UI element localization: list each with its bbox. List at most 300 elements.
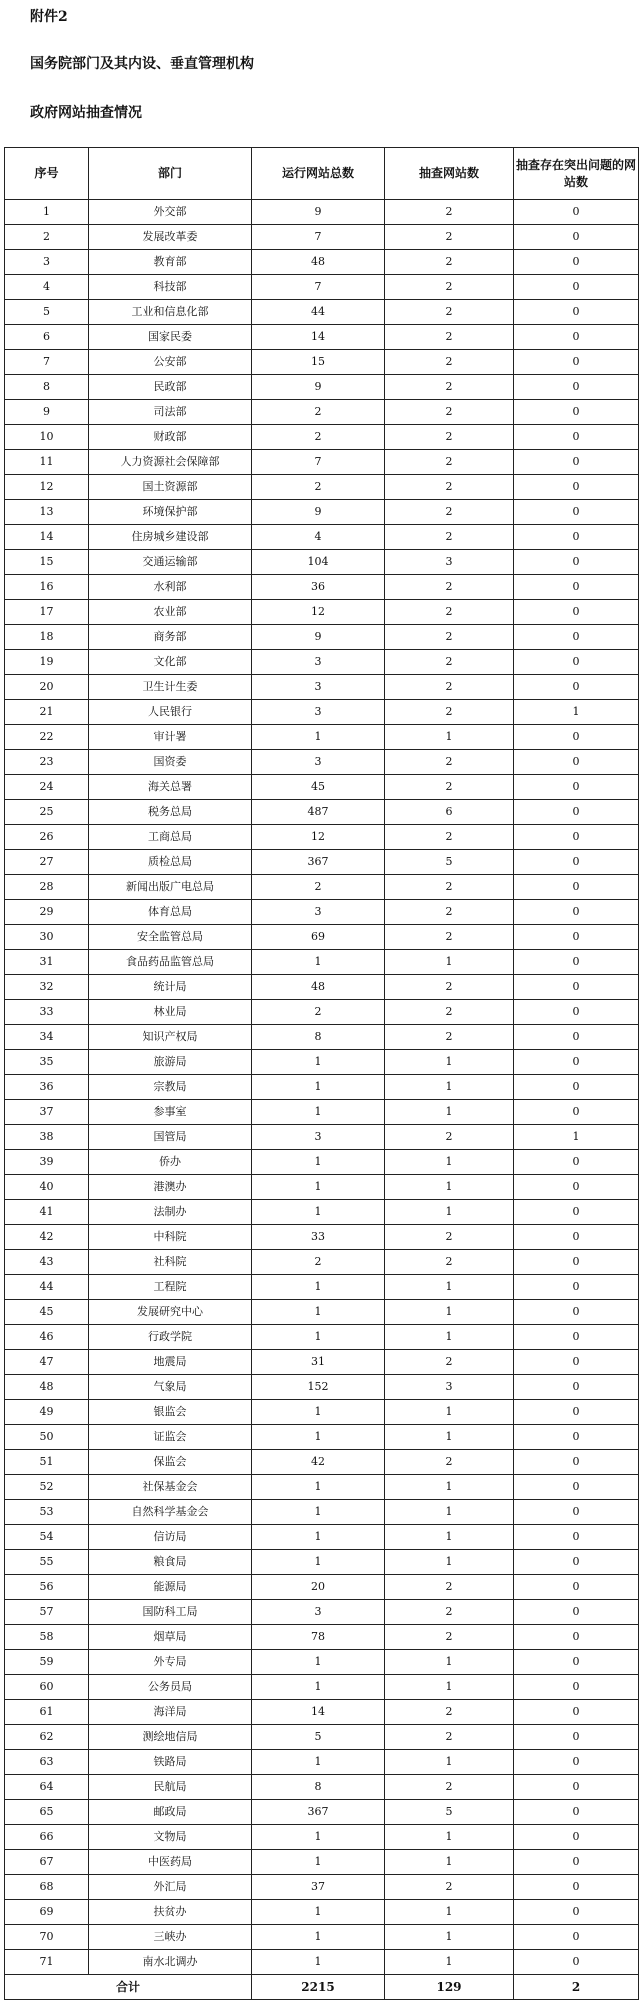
cell-index: 34 [5, 1025, 89, 1050]
cell-department: 能源局 [89, 1575, 252, 1600]
cell-checked-sites: 2 [385, 625, 514, 650]
cell-problem-sites: 0 [514, 1700, 639, 1725]
table-row [5, 1175, 639, 1200]
cell-department: 法制办 [89, 1200, 252, 1225]
table-row [5, 1925, 639, 1950]
cell-checked-sites: 2 [385, 700, 514, 725]
table-row [5, 1575, 639, 1600]
table-row [5, 1525, 639, 1550]
cell-total-sites: 1 [252, 1175, 385, 1200]
cell-department: 粮食局 [89, 1550, 252, 1575]
cell-department: 外汇局 [89, 1875, 252, 1900]
cell-department: 卫生计生委 [89, 675, 252, 700]
table-row [5, 800, 639, 825]
cell-checked-sites: 6 [385, 800, 514, 825]
cell-total-sites: 1 [252, 1425, 385, 1450]
cell-department: 科技部 [89, 275, 252, 300]
cell-checked-sites: 2 [385, 1225, 514, 1250]
cell-problem-sites: 0 [514, 1100, 639, 1125]
cell-total-sites: 487 [252, 800, 385, 825]
cell-checked-sites: 1 [385, 1050, 514, 1075]
cell-checked-sites: 2 [385, 500, 514, 525]
cell-problem-sites: 0 [514, 1600, 639, 1625]
cell-index: 37 [5, 1100, 89, 1125]
total-problems: 2 [514, 1975, 639, 2000]
cell-department: 民政部 [89, 375, 252, 400]
cell-problem-sites: 0 [514, 1650, 639, 1675]
cell-department: 税务总局 [89, 800, 252, 825]
cell-total-sites: 1 [252, 1500, 385, 1525]
cell-index: 4 [5, 275, 89, 300]
cell-checked-sites: 1 [385, 1650, 514, 1675]
cell-index: 1 [5, 200, 89, 225]
table-row [5, 1400, 639, 1425]
cell-index: 49 [5, 1400, 89, 1425]
cell-department: 工程院 [89, 1275, 252, 1300]
cell-total-sites: 1 [252, 1750, 385, 1775]
table-row [5, 1550, 639, 1575]
cell-total-sites: 1 [252, 1925, 385, 1950]
cell-total-sites: 3 [252, 1125, 385, 1150]
cell-index: 51 [5, 1450, 89, 1475]
cell-index: 19 [5, 650, 89, 675]
table-footer [5, 1975, 639, 2000]
cell-problem-sites: 0 [514, 950, 639, 975]
cell-department: 安全监管总局 [89, 925, 252, 950]
cell-index: 69 [5, 1900, 89, 1925]
cell-problem-sites: 0 [514, 1175, 639, 1200]
cell-problem-sites: 0 [514, 1625, 639, 1650]
table-row [5, 475, 639, 500]
cell-index: 66 [5, 1825, 89, 1850]
cell-checked-sites: 2 [385, 1725, 514, 1750]
cell-checked-sites: 2 [385, 1025, 514, 1050]
cell-index: 54 [5, 1525, 89, 1550]
cell-problem-sites: 0 [514, 1800, 639, 1825]
table-row [5, 750, 639, 775]
cell-problem-sites: 0 [514, 525, 639, 550]
cell-department: 国资委 [89, 750, 252, 775]
cell-index: 10 [5, 425, 89, 450]
cell-checked-sites: 2 [385, 325, 514, 350]
cell-checked-sites: 5 [385, 850, 514, 875]
cell-problem-sites: 0 [514, 1550, 639, 1575]
table-row [5, 1225, 639, 1250]
table-row [5, 675, 639, 700]
cell-index: 62 [5, 1725, 89, 1750]
cell-department: 文物局 [89, 1825, 252, 1850]
cell-index: 42 [5, 1225, 89, 1250]
cell-department: 三峡办 [89, 1925, 252, 1950]
table-row [5, 250, 639, 275]
cell-checked-sites: 2 [385, 1250, 514, 1275]
cell-total-sites: 9 [252, 375, 385, 400]
cell-problem-sites: 0 [514, 600, 639, 625]
cell-checked-sites: 2 [385, 675, 514, 700]
table-row [5, 425, 639, 450]
cell-total-sites: 1 [252, 1275, 385, 1300]
cell-checked-sites: 1 [385, 1925, 514, 1950]
cell-checked-sites: 1 [385, 1100, 514, 1125]
cell-department: 食品药品监管总局 [89, 950, 252, 975]
table-row [5, 1725, 639, 1750]
table-row [5, 1325, 639, 1350]
table-row [5, 1500, 639, 1525]
cell-checked-sites: 2 [385, 975, 514, 1000]
table-row [5, 1250, 639, 1275]
cell-department: 审计署 [89, 725, 252, 750]
cell-checked-sites: 1 [385, 1200, 514, 1225]
cell-department: 旅游局 [89, 1050, 252, 1075]
table-row [5, 1600, 639, 1625]
cell-department: 发展研究中心 [89, 1300, 252, 1325]
cell-checked-sites: 1 [385, 1425, 514, 1450]
cell-problem-sites: 0 [514, 800, 639, 825]
cell-total-sites: 36 [252, 575, 385, 600]
cell-index: 50 [5, 1425, 89, 1450]
cell-total-sites: 1 [252, 1650, 385, 1675]
cell-total-sites: 2 [252, 425, 385, 450]
cell-checked-sites: 2 [385, 875, 514, 900]
cell-problem-sites: 0 [514, 250, 639, 275]
cell-checked-sites: 2 [385, 425, 514, 450]
table-row [5, 1200, 639, 1225]
cell-checked-sites: 1 [385, 1500, 514, 1525]
cell-index: 60 [5, 1675, 89, 1700]
cell-problem-sites: 0 [514, 850, 639, 875]
total-row [5, 1975, 639, 2000]
cell-index: 59 [5, 1650, 89, 1675]
cell-index: 25 [5, 800, 89, 825]
cell-problem-sites: 0 [514, 1400, 639, 1425]
cell-total-sites: 3 [252, 1600, 385, 1625]
cell-index: 22 [5, 725, 89, 750]
cell-department: 海洋局 [89, 1700, 252, 1725]
cell-index: 28 [5, 875, 89, 900]
cell-index: 56 [5, 1575, 89, 1600]
cell-checked-sites: 3 [385, 550, 514, 575]
cell-total-sites: 152 [252, 1375, 385, 1400]
cell-department: 质检总局 [89, 850, 252, 875]
cell-index: 71 [5, 1950, 89, 1975]
cell-total-sites: 9 [252, 200, 385, 225]
table-body [5, 200, 639, 1975]
cell-problem-sites: 0 [514, 1925, 639, 1950]
cell-department: 外专局 [89, 1650, 252, 1675]
cell-department: 国家民委 [89, 325, 252, 350]
cell-checked-sites: 2 [385, 1700, 514, 1725]
cell-department: 邮政局 [89, 1800, 252, 1825]
cell-problem-sites: 0 [514, 900, 639, 925]
cell-total-sites: 14 [252, 1700, 385, 1725]
cell-checked-sites: 1 [385, 1950, 514, 1975]
cell-department: 人民银行 [89, 700, 252, 725]
cell-department: 参事室 [89, 1100, 252, 1125]
cell-department: 交通运输部 [89, 550, 252, 575]
cell-total-sites: 2 [252, 475, 385, 500]
cell-checked-sites: 2 [385, 1450, 514, 1475]
cell-checked-sites: 1 [385, 1550, 514, 1575]
table-row [5, 1750, 639, 1775]
cell-checked-sites: 2 [385, 1125, 514, 1150]
cell-checked-sites: 1 [385, 950, 514, 975]
column-header-department: 部门 [89, 148, 252, 200]
cell-index: 43 [5, 1250, 89, 1275]
cell-problem-sites: 0 [514, 1425, 639, 1450]
table-header [5, 148, 639, 200]
cell-total-sites: 1 [252, 1525, 385, 1550]
cell-checked-sites: 2 [385, 275, 514, 300]
table-row [5, 1000, 639, 1025]
cell-index: 65 [5, 1800, 89, 1825]
cell-problem-sites: 0 [514, 1475, 639, 1500]
cell-total-sites: 15 [252, 350, 385, 375]
cell-problem-sites: 0 [514, 400, 639, 425]
cell-total-sites: 1 [252, 1475, 385, 1500]
table-row [5, 200, 639, 225]
cell-checked-sites: 1 [385, 1300, 514, 1325]
cell-department: 信访局 [89, 1525, 252, 1550]
cell-problem-sites: 0 [514, 650, 639, 675]
cell-total-sites: 1 [252, 1150, 385, 1175]
cell-checked-sites: 1 [385, 1750, 514, 1775]
cell-index: 67 [5, 1850, 89, 1875]
cell-department: 社保基金会 [89, 1475, 252, 1500]
table-row [5, 1825, 639, 1850]
table-row [5, 600, 639, 625]
cell-total-sites: 1 [252, 1550, 385, 1575]
cell-index: 40 [5, 1175, 89, 1200]
cell-total-sites: 367 [252, 850, 385, 875]
cell-checked-sites: 2 [385, 400, 514, 425]
cell-problem-sites: 1 [514, 1125, 639, 1150]
cell-department: 公安部 [89, 350, 252, 375]
table-row [5, 525, 639, 550]
cell-department: 住房城乡建设部 [89, 525, 252, 550]
cell-index: 41 [5, 1200, 89, 1225]
cell-problem-sites: 0 [514, 1225, 639, 1250]
table-row [5, 925, 639, 950]
total-sites: 2215 [252, 1975, 385, 2000]
cell-department: 扶贫办 [89, 1900, 252, 1925]
table-row [5, 975, 639, 1000]
cell-problem-sites: 0 [514, 1775, 639, 1800]
cell-checked-sites: 5 [385, 1800, 514, 1825]
cell-total-sites: 42 [252, 1450, 385, 1475]
cell-checked-sites: 1 [385, 1175, 514, 1200]
cell-index: 29 [5, 900, 89, 925]
cell-department: 环境保护部 [89, 500, 252, 525]
column-header-total-sites: 运行网站总数 [252, 148, 385, 200]
table-row [5, 1800, 639, 1825]
column-header-problem-sites: 抽查存在突出问题的网站数 [514, 148, 639, 200]
table-row [5, 1275, 639, 1300]
cell-department: 商务部 [89, 625, 252, 650]
cell-index: 21 [5, 700, 89, 725]
cell-total-sites: 4 [252, 525, 385, 550]
table-row [5, 1150, 639, 1175]
cell-problem-sites: 0 [514, 875, 639, 900]
cell-total-sites: 1 [252, 1050, 385, 1075]
annex-label: 附件2 [30, 9, 68, 25]
cell-checked-sites: 2 [385, 350, 514, 375]
cell-problem-sites: 0 [514, 1875, 639, 1900]
cell-index: 58 [5, 1625, 89, 1650]
cell-checked-sites: 2 [385, 1000, 514, 1025]
cell-problem-sites: 0 [514, 925, 639, 950]
cell-checked-sites: 1 [385, 1850, 514, 1875]
cell-department: 财政部 [89, 425, 252, 450]
cell-department: 烟草局 [89, 1625, 252, 1650]
cell-total-sites: 1 [252, 1825, 385, 1850]
cell-total-sites: 3 [252, 900, 385, 925]
cell-problem-sites: 0 [514, 1675, 639, 1700]
cell-total-sites: 8 [252, 1775, 385, 1800]
cell-department: 国防科工局 [89, 1600, 252, 1625]
cell-checked-sites: 2 [385, 750, 514, 775]
table-row [5, 1025, 639, 1050]
cell-department: 发展改革委 [89, 225, 252, 250]
cell-problem-sites: 0 [514, 1575, 639, 1600]
cell-department: 中医药局 [89, 1850, 252, 1875]
table-row [5, 550, 639, 575]
cell-checked-sites: 2 [385, 1575, 514, 1600]
cell-index: 36 [5, 1075, 89, 1100]
cell-total-sites: 12 [252, 600, 385, 625]
cell-total-sites: 7 [252, 225, 385, 250]
cell-checked-sites: 2 [385, 225, 514, 250]
inspection-table [4, 147, 639, 2000]
cell-index: 13 [5, 500, 89, 525]
cell-department: 林业局 [89, 1000, 252, 1025]
cell-checked-sites: 2 [385, 1875, 514, 1900]
cell-total-sites: 45 [252, 775, 385, 800]
cell-total-sites: 2 [252, 1000, 385, 1025]
cell-index: 6 [5, 325, 89, 350]
cell-department: 银监会 [89, 1400, 252, 1425]
cell-index: 70 [5, 1925, 89, 1950]
cell-checked-sites: 1 [385, 1325, 514, 1350]
cell-checked-sites: 1 [385, 1525, 514, 1550]
cell-checked-sites: 1 [385, 1475, 514, 1500]
document-title-line-2: 政府网站抽查情况 [30, 105, 142, 121]
cell-total-sites: 1 [252, 1075, 385, 1100]
cell-department: 人力资源社会保障部 [89, 450, 252, 475]
cell-total-sites: 1 [252, 950, 385, 975]
cell-total-sites: 1 [252, 1200, 385, 1225]
cell-index: 16 [5, 575, 89, 600]
table-row [5, 1125, 639, 1150]
cell-index: 52 [5, 1475, 89, 1500]
cell-department: 国土资源部 [89, 475, 252, 500]
cell-index: 9 [5, 400, 89, 425]
cell-department: 司法部 [89, 400, 252, 425]
cell-checked-sites: 2 [385, 900, 514, 925]
cell-total-sites: 44 [252, 300, 385, 325]
cell-index: 5 [5, 300, 89, 325]
cell-problem-sites: 0 [514, 825, 639, 850]
cell-index: 39 [5, 1150, 89, 1175]
cell-total-sites: 1 [252, 1325, 385, 1350]
cell-department: 港澳办 [89, 1175, 252, 1200]
table-row [5, 1650, 639, 1675]
cell-total-sites: 104 [252, 550, 385, 575]
cell-department: 工业和信息化部 [89, 300, 252, 325]
cell-department: 外交部 [89, 200, 252, 225]
cell-total-sites: 12 [252, 825, 385, 850]
cell-index: 57 [5, 1600, 89, 1625]
cell-total-sites: 3 [252, 750, 385, 775]
cell-department: 工商总局 [89, 825, 252, 850]
table-row [5, 1900, 639, 1925]
cell-problem-sites: 0 [514, 450, 639, 475]
table-row [5, 1350, 639, 1375]
table-row [5, 1300, 639, 1325]
cell-total-sites: 1 [252, 1850, 385, 1875]
cell-problem-sites: 0 [514, 1900, 639, 1925]
table-row [5, 1050, 639, 1075]
table-row [5, 650, 639, 675]
cell-department: 宗教局 [89, 1075, 252, 1100]
cell-problem-sites: 0 [514, 475, 639, 500]
cell-department: 自然科学基金会 [89, 1500, 252, 1525]
cell-checked-sites: 2 [385, 1350, 514, 1375]
cell-problem-sites: 0 [514, 575, 639, 600]
cell-problem-sites: 0 [514, 725, 639, 750]
table-row [5, 625, 639, 650]
header-row [5, 148, 639, 200]
cell-checked-sites: 2 [385, 200, 514, 225]
cell-checked-sites: 2 [385, 775, 514, 800]
cell-total-sites: 1 [252, 1100, 385, 1125]
total-checked: 129 [385, 1975, 514, 2000]
table-row [5, 350, 639, 375]
cell-problem-sites: 0 [514, 1350, 639, 1375]
cell-total-sites: 1 [252, 1300, 385, 1325]
cell-problem-sites: 0 [514, 1850, 639, 1875]
cell-checked-sites: 1 [385, 1150, 514, 1175]
document-title-line-1: 国务院部门及其内设、垂直管理机构 [30, 56, 254, 72]
table-row [5, 375, 639, 400]
cell-index: 12 [5, 475, 89, 500]
cell-checked-sites: 3 [385, 1375, 514, 1400]
table-row [5, 275, 639, 300]
cell-index: 46 [5, 1325, 89, 1350]
cell-index: 26 [5, 825, 89, 850]
cell-problem-sites: 0 [514, 1725, 639, 1750]
cell-index: 44 [5, 1275, 89, 1300]
cell-problem-sites: 0 [514, 1825, 639, 1850]
cell-department: 证监会 [89, 1425, 252, 1450]
table-row [5, 1675, 639, 1700]
cell-total-sites: 2 [252, 875, 385, 900]
cell-problem-sites: 0 [514, 1450, 639, 1475]
table-row [5, 575, 639, 600]
cell-department: 公务员局 [89, 1675, 252, 1700]
cell-total-sites: 3 [252, 650, 385, 675]
cell-department: 国管局 [89, 1125, 252, 1150]
cell-problem-sites: 0 [514, 1750, 639, 1775]
table-row [5, 400, 639, 425]
cell-department: 铁路局 [89, 1750, 252, 1775]
cell-problem-sites: 0 [514, 975, 639, 1000]
cell-total-sites: 2 [252, 400, 385, 425]
cell-checked-sites: 2 [385, 825, 514, 850]
table-row [5, 1850, 639, 1875]
cell-total-sites: 3 [252, 700, 385, 725]
cell-total-sites: 1 [252, 725, 385, 750]
cell-total-sites: 5 [252, 1725, 385, 1750]
